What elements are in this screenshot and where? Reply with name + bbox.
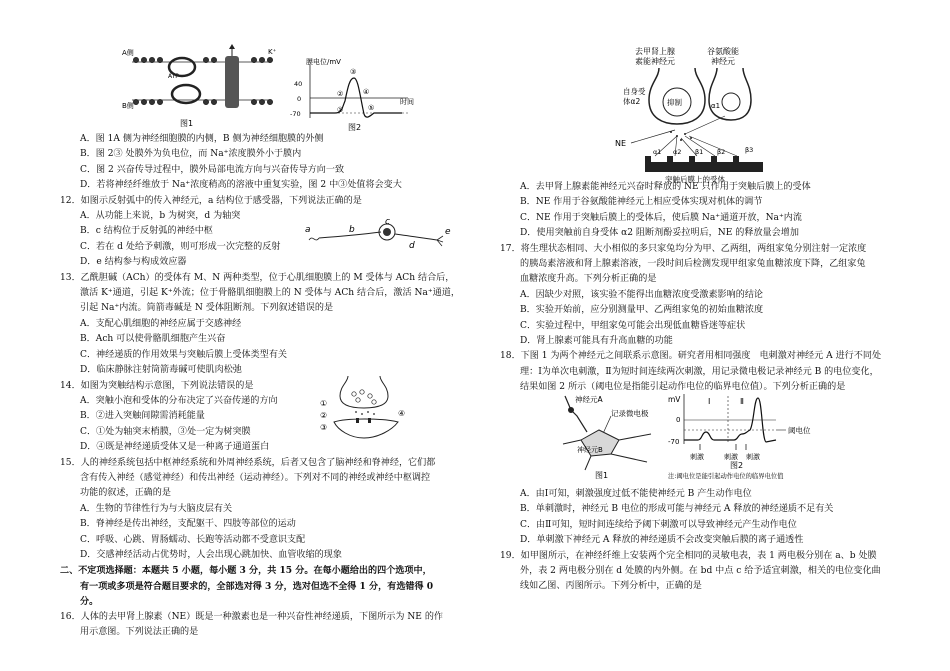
inhibit-label: 抑制 bbox=[667, 98, 682, 107]
q11-option-a: A．图 1A 侧为神经细胞膜的内侧，B 侧为神经细胞膜的外侧 bbox=[80, 134, 324, 144]
q17-option-b: B．实验开始前，应分别测量甲、乙两组家兔的初始血糖浓度 bbox=[520, 305, 764, 316]
q12-option-c: C．若在 d 处给予刺激，则可形成一次完整的反射 bbox=[80, 241, 281, 252]
glu-neuron-label-1: 谷氨酸能 bbox=[707, 47, 739, 56]
q14-option-c: C．①处为轴突末梢膜，③处一定为树突膜 bbox=[80, 426, 251, 437]
q16-option-b: B．NE 作用于谷氨酸能神经元上相应受体实现对机体的调节 bbox=[520, 197, 763, 208]
right-column-top bbox=[500, 180, 900, 396]
neuron-b-label: 神经元B bbox=[577, 446, 603, 454]
q11-option-c: C．图 2 兴奋传导过程中，膜外局部电流方向与兴奋传导方向一致 bbox=[80, 164, 345, 175]
q15-option-c: C．呼吸、心跳、胃肠蠕动、长跑等活动都不受意识支配 bbox=[80, 534, 306, 545]
membrane-potential-graph bbox=[290, 56, 425, 132]
fig1-atp-label: ATP bbox=[168, 73, 179, 80]
q13-stem-2: 激活 K⁺通道，引起 K⁺外流；位于骨骼肌细胞膜上的 N 受体与 ACh 结合后，激活 Na⁺通道， bbox=[80, 288, 460, 299]
glu-neuron-label-2: 神经元 bbox=[711, 57, 735, 66]
fig2-y-top: 40 bbox=[294, 80, 303, 88]
q18-option-c: C．由Ⅱ可知，短时间连续给予阈下刺激可以导致神经元产生动作电位 bbox=[520, 519, 797, 530]
section2-heading-1: 二、不定项选择题：本题共 5 小题，每小题 3 分，共 15 分。在每小题给出的四个选项中， bbox=[60, 565, 432, 577]
receptor-label-2: α2 bbox=[673, 148, 682, 156]
q14-stem: 14．如图为突触结构示意图，下列说法错误的是 bbox=[60, 380, 254, 391]
q17-option-c: C．实验过程中，甲组家兔可能会出现低血糖昏迷等症状 bbox=[520, 320, 746, 331]
fig2-label-4: ④ bbox=[363, 88, 370, 96]
synapse-label-1: ① bbox=[320, 399, 328, 408]
ne-neuron-label-1: 去甲肾上腺 bbox=[635, 47, 675, 56]
reflex-label-c: c bbox=[385, 218, 390, 227]
q17-option-a: A．因缺少对照，该实验不能得出血糖浓度受激素影响的结论 bbox=[520, 289, 764, 300]
q13-option-a: A．支配心肌细胞的神经应属于交感神经 bbox=[80, 318, 242, 329]
q16-stem-2: 用示意图。下列说法正确的是 bbox=[80, 627, 199, 637]
synapse-label-4: ④ bbox=[398, 409, 406, 418]
receptor-label-3: β1 bbox=[695, 148, 704, 156]
q16-option-c: C．NE 作用于突触后膜上的受体后，使后膜 Na⁺通道开放，Na⁺内流 bbox=[520, 212, 802, 223]
synapse-label-3: ③ bbox=[320, 423, 328, 432]
ne-label: NE bbox=[615, 139, 627, 148]
carrier-protein-1 bbox=[169, 58, 195, 76]
q13-option-c: C．神经递质的作用效果与突触后膜上受体类型有关 bbox=[80, 349, 288, 360]
q18-y-zero: 0 bbox=[676, 416, 681, 424]
q12-option-a: A．从功能上来说，b 为树突，d 为轴突 bbox=[80, 211, 241, 222]
q17-stem-3: 血糖浓度升高。下列分析正确的是 bbox=[520, 274, 657, 285]
fig2-label-5: ⑤ bbox=[368, 104, 375, 112]
right-column-bottom bbox=[500, 487, 900, 595]
autoreceptor-label-2: 体α2 bbox=[623, 97, 641, 106]
autoreceptor-label-1: 自身受 bbox=[623, 87, 646, 96]
mv-label: mV bbox=[668, 395, 681, 404]
q19-stem-1: 19．如甲图所示，在神经纤维上安装两个完全相同的灵敏电表，表 1 两电极分别在 a、b 处膜 bbox=[500, 550, 877, 561]
q18-note: 注:阈电位是能引起动作电位的临界电位值 bbox=[668, 473, 784, 480]
q18-fig2-caption: 图2 bbox=[730, 461, 744, 470]
q11-option-b: B．图 2③ 处膜外为负电位，而 Na⁺浓度膜外小于膜内 bbox=[80, 149, 302, 160]
fig2-label-1: ① bbox=[337, 106, 344, 114]
q15-option-a: A．生物的节律性行为与大脑皮层有关 bbox=[80, 503, 233, 514]
fig2-xlabel: 时间 bbox=[400, 98, 414, 106]
q12-option-d: D．e 结构参与构成效应器 bbox=[80, 257, 187, 268]
fig2-y-bottom: -70 bbox=[290, 110, 301, 118]
postsynaptic-caption: 突触后膜上的受体 bbox=[665, 175, 725, 184]
q15-stem-3: 功能的叙述，正确的是 bbox=[80, 488, 171, 499]
q18-stem-2: 理：Ⅰ为单次电刺激，Ⅱ为短时间连续两次刺激，用记录微电极记录神经元 B 的电位变化， bbox=[520, 366, 879, 377]
synapse-label-2: ② bbox=[320, 411, 328, 420]
receptor-label-1: α1 bbox=[653, 148, 662, 156]
q15-stem-2: 含有传入神经（感觉神经）和传出神经（运动神经）。下列对不同的神经或神经中枢调控 bbox=[80, 472, 431, 483]
reflex-label-d: d bbox=[409, 241, 415, 250]
q13-option-d: D．临床静脉注射筒箭毒碱可使肌肉松弛 bbox=[80, 365, 242, 376]
q19-stem-3: 线如乙图、丙图所示。下列分析中，正确的是 bbox=[520, 581, 702, 592]
q16-stem-1: 16．人体的去甲肾上腺素（NE）既是一种激素也是一种兴奋性神经递质，下图所示为 NE 的作 bbox=[60, 611, 444, 622]
q18-y-bottom: -70 bbox=[668, 438, 680, 446]
q13-option-b: B．Ach 可以使骨骼肌细胞产生兴奋 bbox=[80, 334, 226, 345]
reflex-label-b: b bbox=[349, 225, 355, 235]
ne-neuron-label-2: 素能神经元 bbox=[635, 57, 675, 66]
q14-option-b: B．②进入突触间隙需消耗能量 bbox=[80, 411, 205, 422]
stim-label-3: 刺激 bbox=[746, 453, 760, 461]
threshold-label: 阈电位 bbox=[788, 426, 811, 435]
q17-option-d: D．肾上腺素可能具有升高血糖的功能 bbox=[520, 336, 673, 347]
fig2-label-3: ③ bbox=[350, 68, 357, 76]
q18-neuron-figure bbox=[555, 392, 667, 480]
section2-heading-3: 分。 bbox=[80, 596, 99, 608]
receptor-label-4: β2 bbox=[717, 148, 726, 156]
receptor-label-5: β3 bbox=[745, 146, 754, 154]
phase-2-label: Ⅱ bbox=[740, 397, 744, 406]
fig2-label-2: ② bbox=[337, 90, 344, 98]
q18-option-b: B．单刺激时，神经元 B 电位的形成可能与神经元 A 释放的神经递质不足有关 bbox=[520, 504, 834, 515]
q12-option-b: B．c 结构位于反射弧的神经中枢 bbox=[80, 226, 213, 237]
q16-option-a: A．去甲肾上腺素能神经元兴奋时释放的 NE 只作用于突触后膜上的受体 bbox=[520, 182, 811, 192]
q18-option-a: A．由Ⅰ可知，刺激强度过低不能使神经元 B 产生动作电位 bbox=[520, 489, 752, 499]
q15-stem-1: 15．人的神经系统包括中枢神经系统和外周神经系统，后者又包含了脑神经和脊神经，它们都 bbox=[60, 457, 436, 468]
section2-heading-2: 有一项或多项是符合题目要求的，全部选对得 3 分，选对但选不全得 1 分，有选错得 0 bbox=[80, 580, 434, 592]
fig1-k-label: K⁺ bbox=[268, 48, 277, 56]
fig2-ylabel: 膜电位/mV bbox=[306, 58, 341, 66]
reflex-label-e: e bbox=[445, 227, 451, 237]
q17-stem-2: 的胰岛素溶液和肾上腺素溶液，一段时间后检测发现甲组家兔血糖浓度下降，乙组家兔 bbox=[520, 259, 866, 270]
fig2-caption: 图2 bbox=[348, 123, 362, 132]
left-column bbox=[60, 132, 470, 640]
q18-stem-3: 结果如图 2 所示（阈电位是指能引起动作电位的临界电位值）。下列分析正确的是 bbox=[520, 382, 846, 393]
alpha1-label: α1 bbox=[711, 102, 721, 110]
reflex-label-a: a bbox=[305, 225, 311, 235]
q16-option-d: D．使用突触前自身受体 α2 阻断剂酚妥拉明后，NE 的释放量会增加 bbox=[520, 228, 799, 239]
q18-stem-1: 18．下图 1 为两个神经元之间联系示意图。研究者用相同强度 电刺激对神经元 A 进行不同处 bbox=[500, 351, 882, 362]
membrane-figure bbox=[120, 42, 285, 130]
phase-1-label: Ⅰ bbox=[708, 397, 711, 406]
q19-stem-2: 外，表 2 两电极分别在 d 处膜的内外侧。在 bd 中点 c 给予适宜刺激，相关的电位变化曲 bbox=[520, 566, 881, 577]
q17-stem-1: 17．将生理状态相同、大小相似的多只家兔均分为甲、乙两组，两组家兔分别注射一定浓度 bbox=[500, 243, 867, 254]
stim-label-1: 刺激 bbox=[690, 453, 704, 461]
fig1-b-side-label: B侧 bbox=[122, 102, 134, 110]
phospholipid-bilayer bbox=[132, 57, 273, 104]
q18-option-d: D．单刺激下神经元 A 释放的神经递质不会改变突触后膜的离子通透性 bbox=[520, 535, 804, 546]
electrode-label: 记录微电极 bbox=[611, 409, 649, 418]
q13-stem-3: 引起 Na⁺内流。筒箭毒碱是 N 受体阻断剂。下列叙述错误的是 bbox=[80, 303, 334, 314]
fig2-y-zero: 0 bbox=[297, 95, 302, 103]
q11-option-d: D．若将神经纤维放于 Na⁺浓度稍高的溶液中重复实验，图 2 中③处值将会变大 bbox=[80, 180, 402, 191]
stim-label-2: 刺激 bbox=[724, 453, 738, 461]
fig1-caption: 图1 bbox=[180, 119, 194, 128]
ne-synapse-figure bbox=[615, 44, 770, 184]
q15-option-d: D．交感神经活动占优势时，人会出现心跳加快、血管收缩的现象 bbox=[80, 549, 342, 560]
q18-potential-graph bbox=[668, 392, 843, 480]
fig1-a-side-label: A侧 bbox=[122, 49, 134, 57]
q14-option-a: A．突触小泡和受体的分布决定了兴奋传递的方向 bbox=[80, 395, 278, 406]
neuron-a-label: 神经元A bbox=[575, 395, 603, 404]
q13-stem-1: 13．乙酰胆碱（ACh）的受体有 M、N 两种类型，位于心肌细胞膜上的 M 受体与 ACh 结合后， bbox=[60, 272, 455, 283]
q12-stem: 12．如图示反射弧中的传入神经元，a 结构位于感受器，下列说法正确的是 bbox=[60, 195, 362, 206]
q14-option-d: D．④既是神经递质受体又是一种离子通道蛋白 bbox=[80, 442, 270, 453]
channel-protein bbox=[225, 56, 239, 108]
q18-fig1-caption: 图1 bbox=[595, 471, 609, 480]
q15-option-b: B．脊神经是传出神经，支配躯干、四肢等部位的运动 bbox=[80, 519, 296, 530]
